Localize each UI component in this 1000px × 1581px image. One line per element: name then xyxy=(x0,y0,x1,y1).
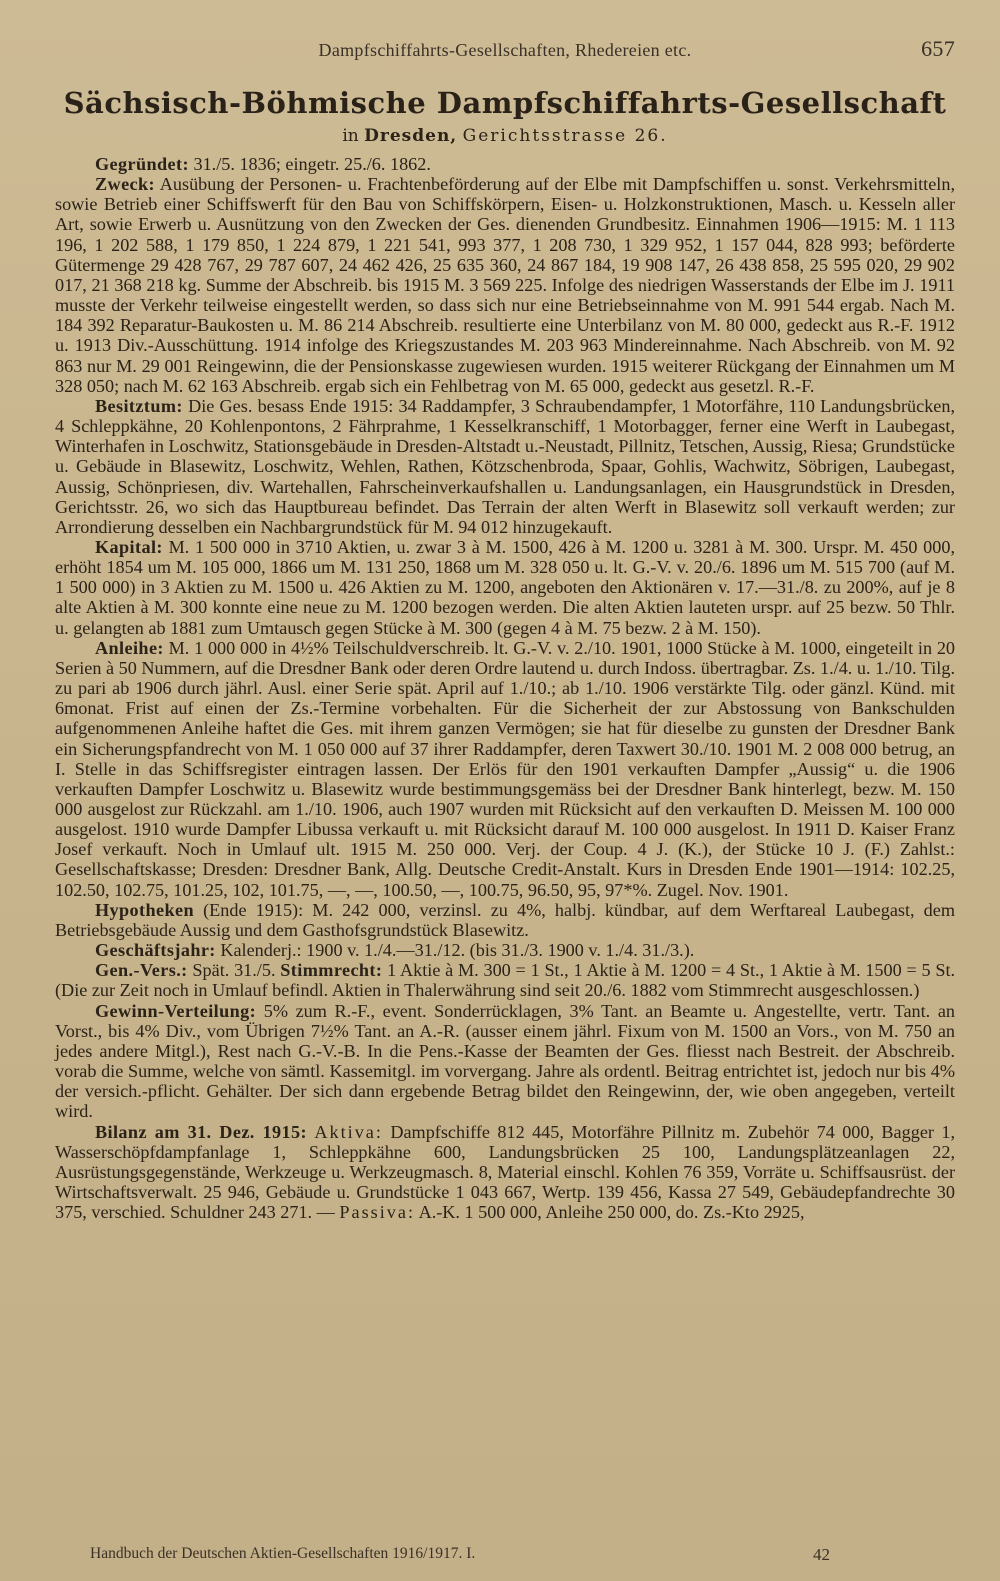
text-anleihe: M. 1 000 000 in 4½% Teilschuldverschreib. lt. G.-V. v. 2./10. 1901, 1000 Stücke à M. 1000, eingeteilt in 20 Serien à 50 Nummern, auf die Dresdner Bank oder deren Ordre lautend u. durch Indoss. übertragbar. Zs. 1./4. u. 1./10. Tilg. zu pari ab 1906 durch jährl. Ausl. einer Serie spät. April auf 1./10.; ab 1./10. 1906 verstärkte Tilg. oder gänzl. Künd. mit 6monat. Frist auf einen der Zs.-Termine vorbehalten. Für die Sicherheit der zur Abstossung von Bankschulden aufgenommenen Anleihe haftet die Ges. mit ihrem ganzen Vermögen; sie hat für dieselbe zu gunsten der Dresdner Bank ein Sicherungspfandrecht von M. 1 050 000 auf 37 ihrer Raddampfer, deren Taxwert 30./10. 1901 M. 2 008 000 betrug, an I. Stelle in das Schiffsregister eintragen lassen. Der Erlös für den 1901 verkauften Dampfer „Aussig“ u. die 1906 verkauften Dampfer Loschwitz u. Blasewitz wurde bestimmungsgemäss bei der Dresdner Bank hinterlegt, bezw. M. 150 000 ausgelost zur Rückzahl. am 1./10. 1906, auch 1907 wurden mit Rücksicht auf den verkauften D. Meissen M. 100 000 ausgelost. 1910 wurde Dampfer Libussa verkauft u. mit Rücksicht darauf M. 100 000 ausgelost. In 1911 D. Kaiser Franz Josef verkauft. Noch in Umlauf ult. 1915 M. 250 000. Verj. der Coup. 4 J. (K.), der Stücke 10 J. (F.) Zahlst.: Gesellschaftskasse; Dresden: Dresdner Bank, Allg. Deutsche Credit-Anstalt. Kurs in Dresden Ende 1901—1914: 102.25, 102.50, 102.75, 101.25, 102, 101.75, —, —, 100.50, —, 100.75, 96.50, 95, 97*%. Zugel. Nov. 1901. xyxy=(55,637,956,900)
label-gewinn: Gewinn-Verteilung: xyxy=(95,1000,257,1021)
label-zweck: Zweck: xyxy=(95,174,155,195)
text-aktiva: Dampfschiffe 812 445, Motorfähre Pillnitz m. Zubehör 74 000, Bagger 1, Wasserschöpfdampfanlage 1, Schleppkähne 600, Landungsbrücken 25 100, Landungsplätzeanlagen 22, Ausrüstungsgegenstände, Werkzeuge u. Werkzeugmasch. 8, Material einschl. Kohlen 76 359, Vorräte u. Schiffsausrüst. der Wirtschaftsverwalt. 25 946, Gebäude u. Grundstücke 1 043 667, Wertp. 139 456, Kassa 27 549, Gebäudepfandrechte 30 375, verschied. Schuldner 243 271. — xyxy=(55,1121,955,1223)
section-gewinn xyxy=(55,1001,955,1122)
text-kapital: M. 1 500 000 in 3710 Aktien, u. zwar 3 à M. 1500, 426 à M. 1200 u. 3281 à M. 300. Urspr. M. 450 000, erhöht 1854 um M. 105 000, 1866 um M. 131 250, 1868 um M. 328 050 u. lt. G.-V. v. 20./6. 1896 um M. 515 700 (auf M. 1 500 000) in 3 Aktien zu M. 1500 u. 426 Aktien zu M. 1200, angeboten den Aktionären v. 17.—31./8. zu 200%, auf je 8 alte Aktien à M. 300 konnte eine neue zu M. 1200 bezogen werden. Die alten Aktien lauteten urspr. auf 25 bezw. 50 Thlr. u. gelangten ab 1881 zum Umtausch gegen Stücke à M. 300 (gegen 4 à M. 75 bezw. 2 à M. 150). xyxy=(55,536,955,638)
section-bilanz xyxy=(55,1122,955,1223)
page-footer xyxy=(90,1545,830,1565)
label-besitztum: Besitztum: xyxy=(95,395,183,416)
label-bilanz: Bilanz am 31. Dez. 1915: xyxy=(95,1121,307,1142)
company-title: Sächsisch-Böhmische Dampfschiffahrts-Gesellschaft xyxy=(63,86,947,120)
text-besitztum: Die Ges. besass Ende 1915: 34 Raddampfer, 3 Schraubendampfer, 1 Motorfähre, 110 Landungsbrücken, 4 Schleppkähne, 20 Kohlenpontons, 2 Fährprahme, 1 Kesselkranschiff, 1 Motorbagger, ferner eine Werft in Laubegast, Winterhafen in Loschwitz, Stationsgebäude in Dresden-Altstadt u.-Neustadt, Pillnitz, Tetschen, Aussig, Riesa; Grundstücke u. Gebäude in Blasewitz, Loschwitz, Wehlen, Rathen, Kötzschenbroda, Spaar, Gohlis, Wachwitz, Söbrigen, Laubegast, Aussig, Schönpriesen, div. Wartehallen, Fahrscheinverkaufshallen u. Landungsanlagen, ein Hausgrundstück in Dresden, Gerichtsstr. 26, wo sich das Hauptbureau befindet. Das Terrain der alten Werft in Blasewitz soll verkauft werden; zur Arrondierung desselben ein Nachbargrundstück für M. 94 012 hinzugekauft. xyxy=(55,395,956,537)
page-number: 657 xyxy=(921,36,955,61)
text-gewinn: 5% zum R.-F., event. Sonderrücklagen, 3% Tant. an Beamte u. Angestellte, vertr. Tant. an Vorst., bis 4% Div., vom Übrigen 7½% Tant. an A.-R. (ausser einem jährl. Fixum von M. 1500 an Vors., von M. 750 an jedes andere Mitgl.), Rest nach G.-V.-B. In die Pens.-Kasse der Beamten der Ges. fliesst nach Bestreit. der Abschreib. vorab die Summe, welche von sämtl. Kassemitgl. im vorvergang. Jahre als ordentl. Beitrag entrichtet ist, jedoch nur bis 4% der versich.-pflicht. Gehälter. Der sich dann ergebende Betrag bildet den Reingewinn, der, wie oben angegeben, verteilt wird. xyxy=(55,1000,956,1122)
company-city: Dresden, xyxy=(364,126,458,146)
running-title: Dampfschiffahrts-Gesellschaften, Rhedereien etc. xyxy=(318,40,692,60)
text-geschaeftsjahr: Kalenderj.: 1900 v. 1./4.—31./12. (bis 31./3. 1900 v. 1./4. 31./3.). xyxy=(220,940,695,961)
entry-body xyxy=(55,154,955,1222)
text-zweck: Ausübung der Personen- u. Frachtenbeförderung auf der Elbe mit Dampfschiffen u. sonst. Verkehrsmitteln, sowie Betrieb einer Schiffswerft für den Bau von Schiffskörpern, Eisen- u. Holzkonstruktionen, Masch. u. Kesseln aller Art, sowie Erwerb u. Ausnützung von den Zwecken der Ges. dienenden Grundbesitz. Einnahmen 1906—1915: M. 1 113 196, 1 202 588, 1 179 850, 1 224 879, 1 221 541, 993 377, 1 208 730, 1 329 952, 1 157 044, 828 993; beförderte Gütermenge 29 428 767, 29 787 607, 24 462 426, 25 635 360, 24 867 184, 19 908 147, 26 438 858, 25 595 020, 29 902 017, 21 368 218 kg. Summe der Abschreib. bis 1915 M. 3 569 225. Infolge des niedrigen Wasserstands der Elbe im J. 1911 musste der Verkehr teilweise eingestellt werden, so dass sich nur eine Betriebseinnahme von M. 991 544 ergab. Nach M. 184 392 Reparatur-Baukosten u. M. 86 214 Abschreib. resultierte eine Unterbilanz von M. 80 000, gedeckt aus R.-F. 1912 u. 1913 Div.-Ausschüttung. 1914 infolge des Kriegszustandes M. 203 963 Mindereinnahme. Nach Abschreib. von M. 92 863 nur M. 29 001 Reingewinn, die der Pensionskasse zugewiesen wurden. 1915 weiterer Rückgang der Einnahmen um M 328 050; nach M. 62 163 Abschreib. ergab sich ein Fehlbetrag von M. 65 000, gedeckt aus gesetzl. R.-F. xyxy=(55,174,955,396)
section-anleihe xyxy=(55,638,955,900)
label-stimmrecht: Stimmrecht: xyxy=(280,960,383,981)
section-zweck xyxy=(55,174,955,396)
label-passiva: Passiva: xyxy=(339,1202,416,1223)
company-street: Gerichtsstrasse 26. xyxy=(462,126,668,146)
label-genvers: Gen.-Vers.: xyxy=(95,960,188,981)
label-gegruendet: Gegründet: xyxy=(95,154,189,174)
text-hypotheken: (Ende 1915): M. 242 000, verzinsl. zu 4%, halbj. kündbar, auf dem Werftareal Laubegast, dem Betriebsgebäude Aussig und dem Gasthofsgrundstück Blasewitz. xyxy=(55,899,955,940)
running-head xyxy=(55,36,955,68)
label-anleihe: Anleihe: xyxy=(95,637,164,658)
text-genvers: Spät. 31./5. xyxy=(192,960,276,981)
section-genvers xyxy=(55,960,955,1000)
section-geschaeftsjahr xyxy=(55,940,955,960)
footer-publication: Handbuch der Deutschen Aktien-Gesellschaften 1916/1917. I. xyxy=(90,1545,476,1562)
section-hypotheken xyxy=(55,900,955,940)
text-stimmrecht: 1 Aktie à M. 300 = 1 St., 1 Aktie à M. 1200 = 4 St., 1 Aktie à M. 1500 = 5 St. (Die zur Zeit noch in Umlauf befindl. Aktien in Thalerwährung sind seit 20./6. 1882 vom Stimmrecht ausgeschlossen.) xyxy=(55,960,956,1001)
label-geschaeftsjahr: Geschäftsjahr: xyxy=(95,940,216,961)
label-hypotheken: Hypotheken xyxy=(95,899,194,920)
section-kapital xyxy=(55,537,955,638)
text-gegruendet: 31./5. 1836; eingetr. 25./6. 1862. xyxy=(193,154,431,174)
label-aktiva: Aktiva: xyxy=(314,1121,383,1142)
location-prefix: in xyxy=(342,126,359,146)
text-passiva: A.-K. 1 500 000, Anleihe 250 000, do. Zs.-Kto 2925, xyxy=(418,1202,805,1223)
footer-signature: 42 xyxy=(813,1545,830,1564)
label-kapital: Kapital: xyxy=(95,536,163,557)
section-gegruendet xyxy=(55,154,955,174)
section-besitztum xyxy=(55,396,955,537)
company-address xyxy=(55,126,955,146)
